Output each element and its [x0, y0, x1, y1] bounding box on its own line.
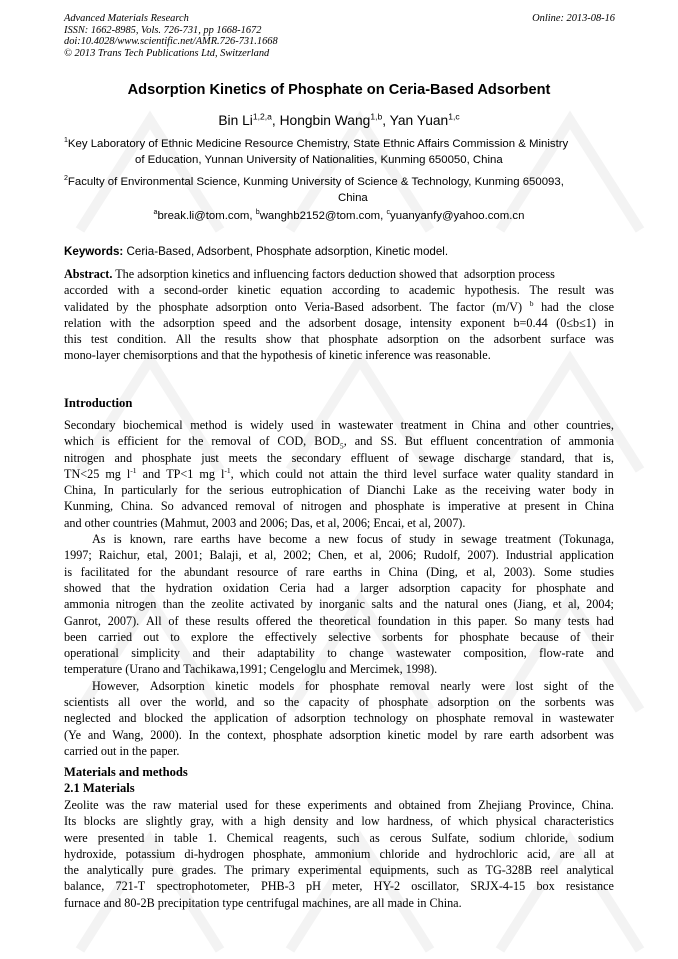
- text-line: (Ye and Wang, 2000). In the context, phosphate adsorption kinetic model by rare earth adsorbent was: [64, 727, 614, 742]
- email-superscript: a: [153, 209, 158, 217]
- text-line: temperature (Urano and Tachikawa,1991; Cengeloglu and Mercimek, 1998).: [64, 662, 438, 677]
- email-address[interactable]: wanghb2152@tom.com: [259, 210, 381, 222]
- author-name: Hongbin Wang: [279, 113, 371, 128]
- online-date: Online: 2013-08-16: [532, 13, 615, 24]
- introduction-paragraphs: [64, 417, 614, 759]
- affiliation-text: Key Laboratory of Ethnic Medicine Resource Chemistry, State Ethnic Affairs Commission & Ministry: [67, 138, 569, 150]
- text-line: validated by the phosphate adsorption onto Veria-Based adsorbent. The factor (m/V) $^b$ had the close: [64, 298, 614, 314]
- affiliation-number: 1: [64, 137, 68, 145]
- author-list: [40, 112, 638, 130]
- text-line: 1997; Raichur, etal, 2001; Balaji, et al, 2002; Chen, et al, 2006; Rudolf, 2007). Industrial application: [64, 548, 614, 563]
- section-heading-materials-and-methods: Materials and methods: [64, 765, 188, 779]
- email-address[interactable]: yuanyanfy@yahoo.com.cn: [390, 210, 525, 222]
- text-line: Kunming, China. So advanced removal of nitrogen and phosphate is imperative at present in China: [64, 499, 614, 514]
- copyright-line: © 2013 Trans Tech Publications Ltd, Switzerland: [64, 47, 270, 59]
- author-name: Bin Li: [218, 113, 253, 128]
- keywords-label: Keywords:: [64, 245, 124, 258]
- issn-line: ISSN: 1662-8985, Vols. 726-731, pp 1668-1672: [64, 24, 262, 36]
- text-line: China, In particularly for the serious eutrophication of Dianchi Lake as the receiving water body in: [64, 483, 614, 498]
- text-line: were presented in table 1. Chemical reagents, such as cerous Sulfate, sodium chloride, sodium: [64, 830, 614, 845]
- text-line: balance, 721-T spectrophotometer, PHB-3 pH meter, HY-2 oscillator, SRJX-4-15 box resistance: [64, 879, 614, 894]
- text-line: been carried out to explore the effectively selective sorbents for phosphate because of their: [64, 629, 614, 644]
- abstract-label: Abstract.: [64, 267, 113, 281]
- email-address[interactable]: break.li@tom.com: [157, 210, 250, 222]
- subsection-heading-materials: 2.1 Materials: [64, 781, 135, 795]
- journal-name: Advanced Materials Research: [64, 13, 189, 24]
- author-superscript: 1,2,a: [252, 111, 272, 122]
- text-line: neglected and blocked the application of adsorption technology on phosphate removal in wastewater: [64, 711, 614, 726]
- text-line: nitrogen and phosphate just meets the secondary effluent of sewage discharge standard, that is,: [64, 450, 614, 465]
- email-superscript: c: [386, 209, 391, 217]
- materials-paragraph: [64, 797, 614, 911]
- text-line: hydroxide, potassium di-hydrogen phosphate, ammonium chloride and hydrochloric acid, are all at: [64, 846, 614, 861]
- text-line: mono-layer chemisorptions and that the hypothesis of kinetic inference was reasonable.: [64, 348, 491, 363]
- journal-meta: [64, 13, 278, 59]
- text-line: showed that the hydration oxidation Ceria had a larger adsorption capacity for phosphate and: [64, 580, 614, 595]
- text-line: scientists all over the world, and so the capacity of phosphate adsorption on the sorbents was: [64, 695, 614, 710]
- abstract-text: The adsorption kinetics and influencing factors deduction showed that adsorption process: [112, 267, 555, 281]
- text-line: carried out in the paper.: [64, 743, 180, 758]
- abstract: [64, 266, 614, 364]
- text-line: Its blocks are slightly gray, with a high density and low hardness, of which physical characteristics: [64, 814, 614, 829]
- text-line: As is known, rare earths have become a new focus of study in sewage treatment (Tokunaga,: [92, 532, 614, 547]
- affiliation-number: 2: [64, 175, 68, 183]
- author-separator: ,: [271, 113, 280, 128]
- email-list: $^a$break.li@tom.com, $^b$wanghb2152@tom.com, $^c$yuanyanfy@yahoo.com.cn: [153, 209, 525, 222]
- text-line: Zeolite was the raw material used for these experiments and obtained from Zhejiang Province, China.: [64, 798, 614, 812]
- text-line: operational simplicity and their adaptability to change wastewater composition, flow-rate and: [64, 646, 614, 661]
- text-line: this test condition. All the results show that phosphate adsorption on the adsorbent surface was: [64, 332, 614, 347]
- author-superscript: 1,c: [448, 111, 460, 122]
- text-line: Ganrot, 2007). All of these results offered the theoretical foundation in this paper. So many tests had: [64, 613, 614, 628]
- author-separator: ,: [382, 113, 390, 128]
- affiliation-text: of Education, Yunnan University of Nationalities, Kunming 650050, China: [135, 154, 503, 167]
- author-superscript: 1,b: [370, 111, 383, 122]
- text-line: However, Adsorption kinetic models for phosphate removal nearly were lost sight of the: [92, 678, 614, 693]
- text-line: furnace and 80-2B precipitation type centrifugal machines, are all made in China.: [64, 895, 462, 910]
- affiliation-text: China: [338, 192, 368, 205]
- text-line: [64, 266, 614, 282]
- text-line: accorded with a second-order kinetic equation according to academic hypothesis. The result was: [64, 283, 614, 298]
- text-line: the analytically pure grades. The primary experimental equipments, such as TG-328B reel analytical: [64, 863, 614, 878]
- author-name: Yan Yuan: [389, 113, 449, 128]
- text-line: TN<25 mg $l^{-1}$ and TP<1 mg $l^{-1}$, which could not attain the third level surface water quality standard in: [64, 465, 614, 481]
- text-line: which is efficient for the removal of COD, $BOD_5$, and SS. But effluent concentration of ammonia: [64, 434, 614, 451]
- paper-title: Adsorption Kinetics of Phosphate on Ceria-Based Adsorbent: [127, 82, 551, 98]
- text-line: and other countries (Mahmut, 2003 and 2006; Das, et al, 2006; Encai, et al, 2007).: [64, 515, 466, 530]
- doi-line: doi:10.4028/www.scientific.net/AMR.726-731.1668: [64, 36, 278, 47]
- section-heading-introduction: Introduction: [64, 396, 133, 410]
- text-line: relation with the adsorption speed and the adsorbent dosage, intensity exponent b=0.44 (0≤b≤1) in: [64, 315, 614, 330]
- affiliation-2: [64, 174, 564, 206]
- affiliation-1: [64, 136, 568, 168]
- text-line: Secondary biochemical method is widely used in wastewater treatment in China and other countries,: [64, 418, 614, 432]
- text-line: is facilitated for the abundant resource of rare earths in China (Ding, et al, 2003). Some studies: [64, 564, 614, 579]
- text-line: ammonia nitrogen than the zeolite activated by inorganic salts and the natural ones (Jiang, et al, 2004;: [64, 597, 614, 612]
- email-superscript: b: [255, 209, 260, 217]
- affiliation-text: Faculty of Environmental Science, Kunming University of Science & Technology, Kunming 650093,: [67, 176, 564, 188]
- keywords-text: Ceria-Based, Adsorbent, Phosphate adsorption, Kinetic model.: [123, 245, 449, 258]
- keywords: [64, 245, 448, 259]
